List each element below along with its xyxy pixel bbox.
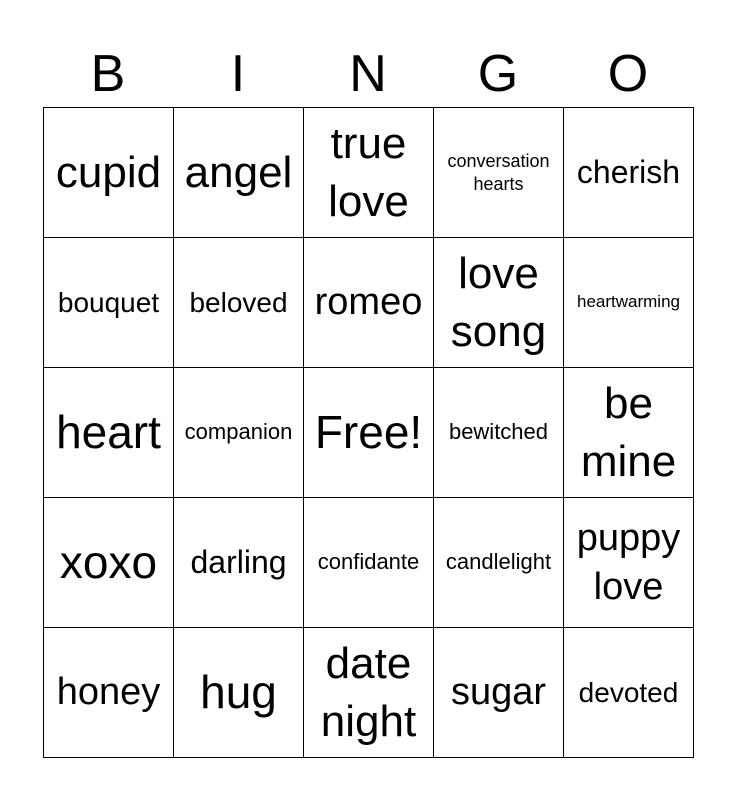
bingo-cell-cherish[interactable]	[564, 108, 694, 238]
bingo-cell-sugar[interactable]	[434, 628, 564, 758]
bingo-cell-puppy-love[interactable]	[564, 498, 694, 628]
bingo-cell-heart[interactable]	[44, 368, 174, 498]
cell-label: true love	[328, 119, 409, 226]
header-letter-b: B	[90, 45, 126, 103]
header-letter-o: O	[607, 45, 649, 103]
cell-label: cherish	[576, 154, 681, 191]
bingo-cell-honey[interactable]	[44, 628, 174, 758]
bingo-cell-love-song[interactable]	[434, 238, 564, 368]
cell-label: cupid	[55, 147, 162, 197]
header-letter-n: N	[349, 45, 387, 103]
cell-label: xoxo	[59, 535, 158, 588]
bingo-cell-be-mine[interactable]	[564, 368, 694, 498]
cell-label: be mine	[580, 379, 677, 486]
cell-label: angel	[184, 147, 293, 197]
bingo-cell-candlelight[interactable]	[434, 498, 564, 628]
cell-label: conversation hearts	[447, 151, 550, 194]
bingo-cell-angel[interactable]	[174, 108, 304, 238]
cell-label: sugar	[450, 670, 547, 713]
bingo-header	[43, 40, 693, 108]
cell-label: romeo	[314, 280, 423, 323]
bingo-cell-date-night[interactable]	[304, 628, 434, 758]
bingo-cell-confidante[interactable]	[304, 498, 434, 628]
bingo-cell-conversation-hearts[interactable]	[434, 108, 564, 238]
cell-label: love song	[450, 249, 547, 356]
cell-label: heartwarming	[577, 292, 680, 312]
cell-label: darling	[190, 544, 287, 581]
bingo-cell-bewitched[interactable]	[434, 368, 564, 498]
cell-label: beloved	[189, 286, 288, 318]
bingo-cell-hug[interactable]	[174, 628, 304, 758]
header-letter-i: I	[230, 45, 246, 103]
bingo-cell-companion[interactable]	[174, 368, 304, 498]
bingo-cell-darling[interactable]	[174, 498, 304, 628]
cell-label: hug	[200, 665, 277, 718]
bingo-cell-beloved[interactable]	[174, 238, 304, 368]
bingo-cell-devoted[interactable]	[564, 628, 694, 758]
cell-label: puppy love	[576, 516, 681, 608]
bingo-cell-romeo[interactable]	[304, 238, 434, 368]
cell-label: candlelight	[445, 549, 552, 575]
cell-label: Free!	[314, 405, 423, 458]
cell-label: bouquet	[57, 286, 160, 318]
bingo-board	[43, 107, 694, 758]
bingo-cell-cupid[interactable]	[44, 108, 174, 238]
cell-label: heart	[56, 405, 161, 458]
cell-label: companion	[184, 419, 293, 445]
cell-label: date night	[320, 639, 417, 746]
cell-label: devoted	[578, 676, 679, 708]
bingo-cell-true-love[interactable]	[304, 108, 434, 238]
bingo-cell-free-space[interactable]	[304, 368, 434, 498]
bingo-cell-heartwarming[interactable]	[564, 238, 694, 368]
header-letter-g: G	[477, 45, 519, 103]
bingo-cell-bouquet[interactable]	[44, 238, 174, 368]
cell-label: bewitched	[448, 419, 549, 445]
bingo-cell-xoxo[interactable]	[44, 498, 174, 628]
cell-label: confidante	[317, 549, 420, 575]
cell-label: honey	[56, 670, 161, 713]
